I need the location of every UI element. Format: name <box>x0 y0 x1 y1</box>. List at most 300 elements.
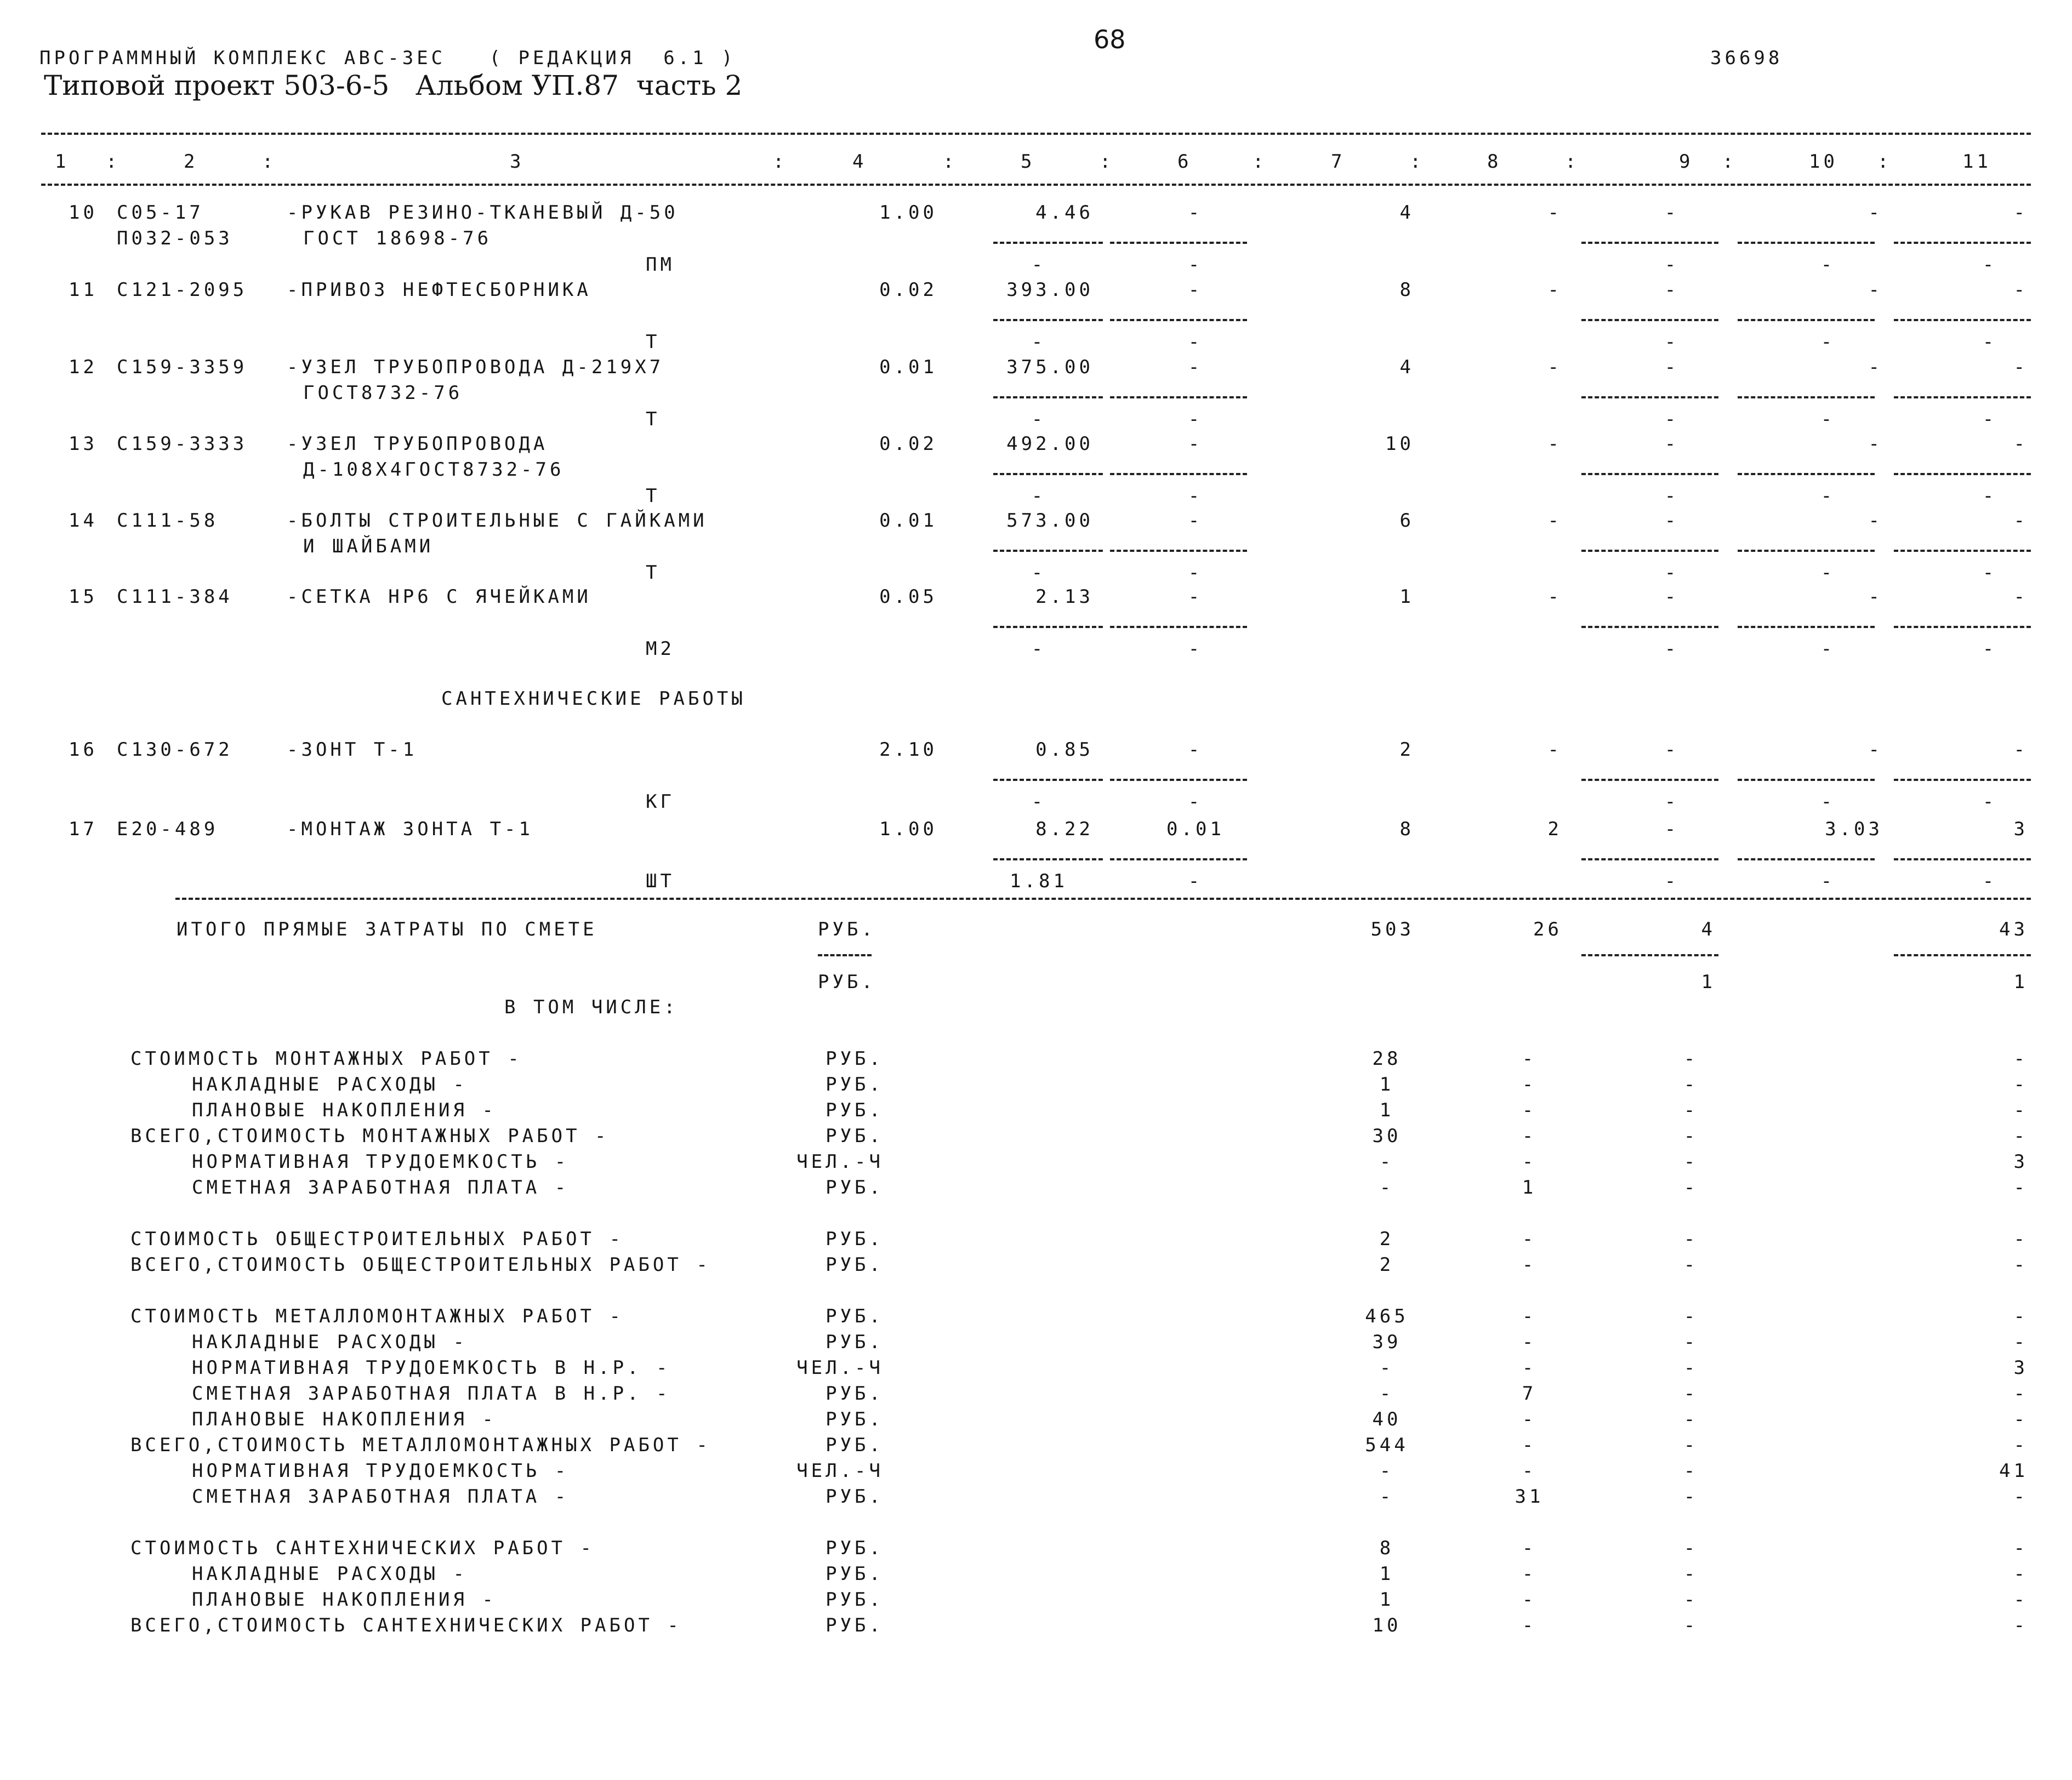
header-rule-top <box>41 133 2031 135</box>
cell-c5b: - <box>1031 485 1046 507</box>
cell-c6b: - <box>1188 485 1203 507</box>
cell-c10b: - <box>1820 791 1836 813</box>
row-name: -РУКАВ РЕЗИНО-ТКАНЕВЫЙ Д-50 <box>287 202 679 224</box>
cell-c9: - <box>1664 356 1680 378</box>
summary-label: СТОИМОСТЬ МЕТАЛЛОМОНТАЖНЫХ РАБОТ - <box>130 1305 624 1327</box>
row-number: 11 <box>69 279 98 301</box>
summary-label: ВСЕГО,СТОИМОСТЬ МОНТАЖНЫХ РАБОТ - <box>130 1125 610 1147</box>
summary-c11: - <box>2013 1563 2028 1585</box>
cell-c7: 2 <box>1399 739 1414 761</box>
cell-subrule <box>1894 242 2031 244</box>
total-unit-rule <box>818 954 872 956</box>
summary-unit: ЧЕЛ.-Ч <box>796 1151 884 1173</box>
summary-c11: - <box>2013 1537 2028 1559</box>
summary-c8: - <box>1522 1357 1537 1379</box>
row-number: 16 <box>69 739 98 761</box>
cell-subrule <box>1581 858 1718 860</box>
row-unit: Т <box>646 331 661 353</box>
cell-subrule <box>1110 626 1247 628</box>
column-number: 11 <box>1962 151 1991 173</box>
cell-c6: - <box>1188 202 1203 224</box>
summary-label: СТОИМОСТЬ САНТЕХНИЧЕСКИХ РАБОТ - <box>130 1537 595 1559</box>
summary-c9: - <box>1683 1614 1699 1636</box>
cell-subrule <box>993 550 1103 552</box>
row-name: -ПРИВОЗ НЕФТЕСБОРНИКА <box>287 279 591 301</box>
summary-unit: РУБ. <box>826 1331 884 1353</box>
summary-unit: ЧЕЛ.-Ч <box>796 1357 884 1379</box>
header-rule-bottom <box>41 184 2031 186</box>
summary-label: СМЕТНАЯ ЗАРАБОТНАЯ ПЛАТА - <box>192 1177 570 1199</box>
summary-c7: 544 <box>1365 1434 1409 1456</box>
row-qty: 0.02 <box>879 433 937 455</box>
summary-c9: - <box>1683 1589 1699 1611</box>
summary-unit: РУБ. <box>826 1614 884 1636</box>
cell-c10: - <box>1868 202 1883 224</box>
cell-c11: - <box>2013 433 2028 455</box>
cell-c8: - <box>1547 586 1562 608</box>
column-separator: : <box>1877 151 1892 173</box>
cell-c9b: - <box>1664 254 1680 276</box>
cell-c6: - <box>1188 433 1203 455</box>
cell-c5b: 1.81 <box>1010 870 1068 892</box>
row-name: -БОЛТЫ СТРОИТЕЛЬНЫЕ С ГАЙКАМИ <box>287 510 708 532</box>
cell-c9b: - <box>1664 638 1680 660</box>
cell-c9b: - <box>1664 331 1680 353</box>
cell-c11b: - <box>1982 254 1997 276</box>
cell-c9: - <box>1664 739 1680 761</box>
cell-c6b: - <box>1188 254 1203 276</box>
summary-label: НОРМАТИВНАЯ ТРУДОЕМКОСТЬ - <box>192 1151 570 1173</box>
cell-subrule <box>1581 396 1718 398</box>
cell-c6b: - <box>1188 638 1203 660</box>
cell-c10b: - <box>1820 638 1836 660</box>
column-separator: : <box>1100 151 1114 173</box>
summary-c8: - <box>1522 1408 1537 1430</box>
summary-c8: - <box>1522 1074 1537 1096</box>
cell-c6: - <box>1188 739 1203 761</box>
row-qty: 0.01 <box>879 510 937 532</box>
cell-subrule <box>1738 396 1875 398</box>
row-unit: Т <box>646 408 661 430</box>
summary-label: СТОИМОСТЬ МОНТАЖНЫХ РАБОТ - <box>130 1048 522 1070</box>
cell-subrule <box>993 319 1103 321</box>
summary-c7: 465 <box>1365 1305 1409 1327</box>
column-separator: : <box>1722 151 1737 173</box>
summary-label: НОРМАТИВНАЯ ТРУДОЕМКОСТЬ В Н.Р. - <box>192 1357 671 1379</box>
row-unit: Т <box>646 562 661 584</box>
cell-c5: 8.22 <box>1035 818 1094 840</box>
cell-c5b: - <box>1031 254 1046 276</box>
row-name: -ЗОНТ Т-1 <box>287 739 418 761</box>
summary-unit: РУБ. <box>826 1125 884 1147</box>
summary-c9: - <box>1683 1408 1699 1430</box>
total-rule <box>175 898 2031 900</box>
cell-subrule <box>993 626 1103 628</box>
summary-c11: 41 <box>1999 1460 2028 1482</box>
cell-c9: - <box>1664 202 1680 224</box>
row-name: -МОНТАЖ ЗОНТА Т-1 <box>287 818 533 840</box>
summary-c7: 8 <box>1379 1537 1394 1559</box>
summary-label: НАКЛАДНЫЕ РАСХОДЫ - <box>192 1074 468 1096</box>
cell-c7: 8 <box>1399 818 1414 840</box>
summary-c7: - <box>1379 1151 1394 1173</box>
total-c11b: 1 <box>2013 971 2028 993</box>
cell-c5b: - <box>1031 562 1046 584</box>
cell-c6b: - <box>1188 408 1203 430</box>
row-name-2: Д-108Х4ГОСТ8732-76 <box>303 459 565 481</box>
cell-c11b: - <box>1982 408 1997 430</box>
cell-subrule <box>1894 858 2031 860</box>
cell-c5b: - <box>1031 408 1046 430</box>
summary-c7: 28 <box>1372 1048 1402 1070</box>
cell-c7: 4 <box>1399 202 1414 224</box>
column-number: 3 <box>510 151 525 173</box>
page-number: 68 <box>1094 25 1126 54</box>
row-name: -СЕТКА НР6 С ЯЧЕЙКАМИ <box>287 586 591 608</box>
summary-c7: 30 <box>1372 1125 1402 1147</box>
row-name: -УЗЕЛ ТРУБОПРОВОДА Д-219Х7 <box>287 356 664 378</box>
summary-c8: 31 <box>1515 1486 1544 1508</box>
cell-c6b: - <box>1188 331 1203 353</box>
cell-c10b: - <box>1820 870 1836 892</box>
total-c9b: 1 <box>1701 971 1716 993</box>
cell-c10: - <box>1868 586 1883 608</box>
summary-label: СТОИМОСТЬ ОБЩЕСТРОИТЕЛЬНЫХ РАБОТ - <box>130 1228 624 1250</box>
cell-c11b: - <box>1982 331 1997 353</box>
summary-label: ВСЕГО,СТОИМОСТЬ ОБЩЕСТРОИТЕЛЬНЫХ РАБОТ - <box>130 1254 711 1276</box>
summary-unit: РУБ. <box>826 1099 884 1121</box>
cell-c9b: - <box>1664 870 1680 892</box>
column-number: 10 <box>1809 151 1838 173</box>
total-unit: РУБ. <box>818 918 876 940</box>
row-number: 10 <box>69 202 98 224</box>
cell-subrule <box>1894 473 2031 475</box>
cell-c8: - <box>1547 510 1562 532</box>
summary-c9: - <box>1683 1434 1699 1456</box>
summary-c7: 1 <box>1379 1074 1394 1096</box>
row-code-2: П032-053 <box>117 227 233 249</box>
cell-c10b: - <box>1820 562 1836 584</box>
cell-subrule <box>1738 626 1875 628</box>
row-name: -УЗЕЛ ТРУБОПРОВОДА <box>287 433 548 455</box>
program-header: ПРОГРАММНЫЙ КОМПЛЕКС АВС-3ЕС ( РЕДАКЦИЯ 6.1 ) <box>39 47 736 69</box>
row-name-2: ГОСТ 18698-76 <box>303 227 492 249</box>
cell-c11: - <box>2013 356 2028 378</box>
cell-c8: - <box>1547 202 1562 224</box>
including-label: В ТОМ ЧИСЛЕ: <box>504 996 679 1018</box>
cell-subrule <box>1894 550 2031 552</box>
summary-c11: 3 <box>2013 1357 2028 1379</box>
summary-unit: РУБ. <box>826 1589 884 1611</box>
row-unit: М2 <box>646 638 675 660</box>
summary-c7: - <box>1379 1486 1394 1508</box>
cell-c8: - <box>1547 739 1562 761</box>
cell-subrule <box>1581 550 1718 552</box>
cell-c6: - <box>1188 586 1203 608</box>
cell-c10b: - <box>1820 485 1836 507</box>
total-c11: 43 <box>1999 918 2028 940</box>
row-code: С159-3333 <box>117 433 248 455</box>
cell-c9b: - <box>1664 408 1680 430</box>
summary-c9: - <box>1683 1383 1699 1405</box>
cell-subrule <box>1738 779 1875 781</box>
cell-c8: - <box>1547 356 1562 378</box>
cell-c9b: - <box>1664 791 1680 813</box>
cell-c11: - <box>2013 510 2028 532</box>
cell-subrule <box>993 779 1103 781</box>
summary-c8: 1 <box>1522 1177 1537 1199</box>
cell-subrule <box>1738 242 1875 244</box>
cell-c5: 492.00 <box>1006 433 1094 455</box>
cell-c5: 393.00 <box>1006 279 1094 301</box>
cell-c5b: - <box>1031 331 1046 353</box>
summary-c11: - <box>2013 1099 2028 1121</box>
cell-c7: 6 <box>1399 510 1414 532</box>
summary-c9: - <box>1683 1305 1699 1327</box>
cell-c11: - <box>2013 202 2028 224</box>
row-qty: 1.00 <box>879 202 937 224</box>
summary-label: ПЛАНОВЫЕ НАКОПЛЕНИЯ - <box>192 1408 497 1430</box>
summary-label: СМЕТНАЯ ЗАРАБОТНАЯ ПЛАТА В Н.Р. - <box>192 1383 671 1405</box>
summary-c8: - <box>1522 1048 1537 1070</box>
row-number: 15 <box>69 586 98 608</box>
cell-c6: 0.01 <box>1166 818 1225 840</box>
summary-c8: - <box>1522 1537 1537 1559</box>
cell-c6: - <box>1188 279 1203 301</box>
cell-subrule <box>1110 396 1247 398</box>
summary-c7: 2 <box>1379 1228 1394 1250</box>
cell-subrule <box>1738 858 1875 860</box>
cell-subrule <box>1894 396 2031 398</box>
cell-c5: 573.00 <box>1006 510 1094 532</box>
summary-c11: - <box>2013 1408 2028 1430</box>
summary-c8: - <box>1522 1563 1537 1585</box>
summary-c8: - <box>1522 1151 1537 1173</box>
cell-c8: - <box>1547 279 1562 301</box>
cell-c7: 1 <box>1399 586 1414 608</box>
summary-c11: 3 <box>2013 1151 2028 1173</box>
summary-c8: - <box>1522 1099 1537 1121</box>
section-title: САНТЕХНИЧЕСКИЕ РАБОТЫ <box>441 688 746 710</box>
summary-label: НАКЛАДНЫЕ РАСХОДЫ - <box>192 1331 468 1353</box>
cell-c9: - <box>1664 586 1680 608</box>
summary-c9: - <box>1683 1099 1699 1121</box>
summary-c8: - <box>1522 1614 1537 1636</box>
cell-c11: - <box>2013 279 2028 301</box>
row-qty: 1.00 <box>879 818 937 840</box>
column-number: 1 <box>55 151 70 173</box>
summary-c11: - <box>2013 1254 2028 1276</box>
cell-c9: - <box>1664 433 1680 455</box>
summary-c8: 7 <box>1522 1383 1537 1405</box>
total-c8: 26 <box>1533 918 1562 940</box>
cell-c11b: - <box>1982 485 1997 507</box>
summary-unit: РУБ. <box>826 1434 884 1456</box>
summary-unit: РУБ. <box>826 1563 884 1585</box>
cell-c11b: - <box>1982 638 1997 660</box>
cell-subrule <box>1738 550 1875 552</box>
row-number: 17 <box>69 818 98 840</box>
summary-unit: РУБ. <box>826 1074 884 1096</box>
cell-c5b: - <box>1031 791 1046 813</box>
row-unit: КГ <box>646 791 675 813</box>
cell-c5: 2.13 <box>1035 586 1094 608</box>
cell-c10b: - <box>1820 254 1836 276</box>
cell-c11: 3 <box>2013 818 2028 840</box>
cell-c10: - <box>1868 279 1883 301</box>
summary-c8: - <box>1522 1434 1537 1456</box>
summary-unit: РУБ. <box>826 1383 884 1405</box>
cell-c10: - <box>1868 433 1883 455</box>
summary-c9: - <box>1683 1177 1699 1199</box>
row-qty: 0.05 <box>879 586 937 608</box>
summary-unit: РУБ. <box>826 1537 884 1559</box>
cell-subrule <box>993 242 1103 244</box>
project-title: Типовой проект 503-6-5 Альбом УП.87 часть 2 <box>44 70 743 101</box>
cell-c9b: - <box>1664 485 1680 507</box>
summary-unit: ЧЕЛ.-Ч <box>796 1460 884 1482</box>
column-number: 6 <box>1177 151 1192 173</box>
row-name-2: И ШАЙБАМИ <box>303 535 434 557</box>
cell-subrule <box>1894 779 2031 781</box>
cell-c9: - <box>1664 279 1680 301</box>
summary-c9: - <box>1683 1254 1699 1276</box>
row-number: 14 <box>69 510 98 532</box>
cell-c8: - <box>1547 433 1562 455</box>
cell-c11: - <box>2013 739 2028 761</box>
row-code: С111-384 <box>117 586 233 608</box>
summary-c7: 39 <box>1372 1331 1402 1353</box>
summary-label: ВСЕГО,СТОИМОСТЬ САНТЕХНИЧЕСКИХ РАБОТ - <box>130 1614 682 1636</box>
summary-c9: - <box>1683 1357 1699 1379</box>
summary-unit: РУБ. <box>826 1048 884 1070</box>
summary-unit: РУБ. <box>826 1177 884 1199</box>
summary-label: СМЕТНАЯ ЗАРАБОТНАЯ ПЛАТА - <box>192 1486 570 1508</box>
summary-c9: - <box>1683 1460 1699 1482</box>
total-unit-2: РУБ. <box>818 971 876 993</box>
summary-label: ВСЕГО,СТОИМОСТЬ МЕТАЛЛОМОНТАЖНЫХ РАБОТ - <box>130 1434 711 1456</box>
column-separator: : <box>106 151 121 173</box>
column-separator: : <box>773 151 788 173</box>
row-qty: 0.02 <box>879 279 937 301</box>
summary-c7: - <box>1379 1177 1394 1199</box>
summary-c9: - <box>1683 1537 1699 1559</box>
summary-unit: РУБ. <box>826 1486 884 1508</box>
total-c9: 4 <box>1701 918 1716 940</box>
summary-c9: - <box>1683 1563 1699 1585</box>
cell-c9: - <box>1664 818 1680 840</box>
cell-subrule <box>1110 779 1247 781</box>
cell-subrule <box>1110 473 1247 475</box>
summary-c11: - <box>2013 1434 2028 1456</box>
row-number: 13 <box>69 433 98 455</box>
summary-c7: 1 <box>1379 1563 1394 1585</box>
row-code: С05-17 <box>117 202 204 224</box>
summary-c9: - <box>1683 1074 1699 1096</box>
column-separator: : <box>262 151 277 173</box>
cell-c6: - <box>1188 510 1203 532</box>
column-number: 8 <box>1487 151 1502 173</box>
cell-subrule <box>1738 473 1875 475</box>
cell-c6: - <box>1188 356 1203 378</box>
cell-subrule <box>993 858 1103 860</box>
cell-c6b: - <box>1188 870 1203 892</box>
summary-unit: РУБ. <box>826 1228 884 1250</box>
row-unit: ШТ <box>646 870 675 892</box>
summary-c11: - <box>2013 1125 2028 1147</box>
cell-subrule <box>1894 319 2031 321</box>
summary-c9: - <box>1683 1486 1699 1508</box>
summary-c7: 1 <box>1379 1099 1394 1121</box>
cell-c10: 3.03 <box>1825 818 1883 840</box>
row-code: С121-2095 <box>117 279 248 301</box>
column-number: 2 <box>184 151 198 173</box>
cell-c5: 375.00 <box>1006 356 1094 378</box>
cell-subrule <box>993 473 1103 475</box>
cell-c8: 2 <box>1547 818 1562 840</box>
summary-label: НОРМАТИВНАЯ ТРУДОЕМКОСТЬ - <box>192 1460 570 1482</box>
row-code: Е20-489 <box>117 818 219 840</box>
cell-subrule <box>1581 319 1718 321</box>
cell-c10: - <box>1868 510 1883 532</box>
summary-label: ПЛАНОВЫЕ НАКОПЛЕНИЯ - <box>192 1589 497 1611</box>
document-number: 36698 <box>1710 47 1783 69</box>
cell-c11b: - <box>1982 870 1997 892</box>
total-label: ИТОГО ПРЯМЫЕ ЗАТРАТЫ ПО СМЕТЕ <box>177 918 597 940</box>
summary-c9: - <box>1683 1125 1699 1147</box>
row-unit: Т <box>646 485 661 507</box>
column-number: 5 <box>1021 151 1035 173</box>
summary-c7: - <box>1379 1357 1394 1379</box>
summary-c11: - <box>2013 1228 2028 1250</box>
summary-c8: - <box>1522 1228 1537 1250</box>
row-qty: 0.01 <box>879 356 937 378</box>
total-c11-rule <box>1894 954 2031 956</box>
summary-c7: 2 <box>1379 1254 1394 1276</box>
cell-subrule <box>1110 319 1247 321</box>
cell-c11b: - <box>1982 791 1997 813</box>
summary-c11: - <box>2013 1305 2028 1327</box>
cell-c10: - <box>1868 739 1883 761</box>
cell-c10b: - <box>1820 408 1836 430</box>
summary-c11: - <box>2013 1383 2028 1405</box>
column-separator: : <box>943 151 958 173</box>
cell-c5b: - <box>1031 638 1046 660</box>
row-number: 12 <box>69 356 98 378</box>
summary-c9: - <box>1683 1048 1699 1070</box>
summary-c7: 1 <box>1379 1589 1394 1611</box>
column-number: 4 <box>852 151 867 173</box>
summary-c8: - <box>1522 1125 1537 1147</box>
summary-c11: - <box>2013 1589 2028 1611</box>
cell-c9: - <box>1664 510 1680 532</box>
summary-c11: - <box>2013 1048 2028 1070</box>
cell-c10b: - <box>1820 331 1836 353</box>
column-separator: : <box>1253 151 1267 173</box>
total-c7: 503 <box>1370 918 1414 940</box>
cell-subrule <box>1581 779 1718 781</box>
summary-c11: - <box>2013 1331 2028 1353</box>
cell-c9b: - <box>1664 562 1680 584</box>
summary-c11: - <box>2013 1177 2028 1199</box>
cell-subrule <box>1581 626 1718 628</box>
column-number: 7 <box>1331 151 1346 173</box>
cell-subrule <box>1738 319 1875 321</box>
summary-c8: - <box>1522 1589 1537 1611</box>
cell-c10: - <box>1868 356 1883 378</box>
summary-c9: - <box>1683 1151 1699 1173</box>
cell-c11b: - <box>1982 562 1997 584</box>
